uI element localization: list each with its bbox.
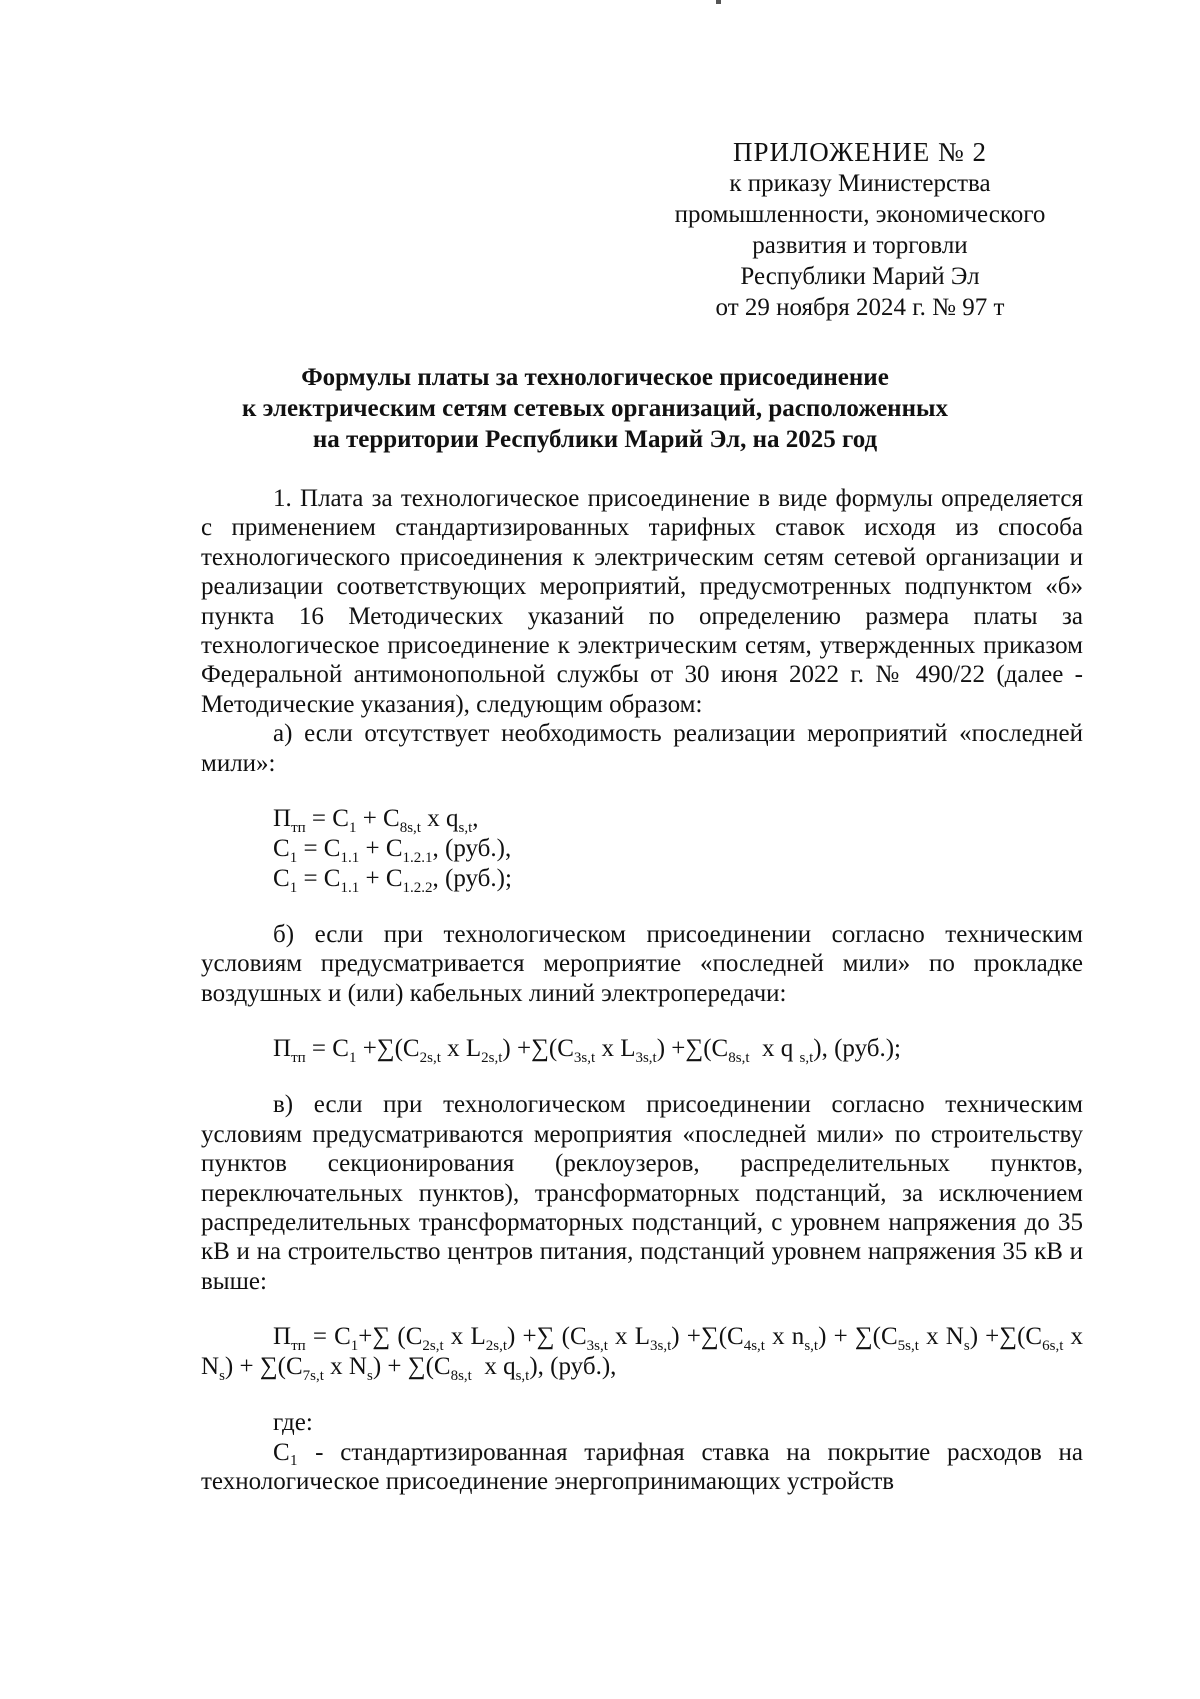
case-a-text: а) если отсутствует необходимость реализации мероприятий «последней мили»: [201, 720, 1083, 777]
appendix-line: к приказу Министерства [729, 170, 991, 197]
formula-a1: $П_{тп} = С_1 + С_{8s,t}$ x $q_{s,t}$, [273, 805, 479, 837]
formula-a3: $С_1 = С_{1.1} + С_{1.2.2}$, (руб.); [273, 865, 512, 897]
formula-a2: $С_1 = С_{1.1} + С_{1.2.1}$, (руб.), [273, 835, 512, 867]
page-edge-mark [716, 0, 721, 4]
appendix-heading: ПРИЛОЖЕНИЕ № 2 [732, 137, 988, 167]
formula-v: $П_{тп} = С_1+\sum$ ($С_{2s,t}$ x $L_{2s,t}$) +∑ ($С_{3s,t}$ x $L_{3s,t}) +\sum(С_{4s,t}$ x $n_{s,t}) + \sum(С_{5s,t}$ x $N_s) +\sum(С_{6s,t}$ x $N_s) + \sum(С_{7s,t}$ x $N_s) + \sum(С_{8s,t}$ x $q_{s,t}$), (руб.), [201, 1323, 1084, 1385]
document-title [180, 362, 1010, 455]
title-line: к электрическим сетям сетевых организаций, расположенных [241, 395, 949, 422]
appendix-header [650, 137, 1070, 323]
appendix-line: промышленности, экономического [674, 201, 1046, 228]
c1-definition: С₁ - стандартизированная тарифная ставка на покрытие расходов на технологическое присоединение энергопринимающих устройств [201, 1438, 1083, 1495]
formula-b: $П_{тп} = С_1 +\sum(С_{2s,t}$ x $L_{2s,t}) +\sum(С_{3s,t}$ x $L_{3s,t}) +\sum(С_{8s,t}$ x q $_{s,t}$), (руб.); [273, 1035, 901, 1067]
appendix-line: развития и торговли [752, 232, 968, 259]
case-v-text: в) если при технологическом присоединении согласно техническим условиям предусматриваются мероприятия «последней мили» по строительству пунктов секционирования (реклоузеров, распределительных пунктов, переключательных пунктов), трансформаторных подстанций, за исключением распределительных трансформаторных подстанций, с уровнем напряжения до 35 кВ и на строительство центров питания, подстанций уровнем напряжения 35 кВ и выше: [201, 1091, 1083, 1295]
case-b-text: б) если при технологическом присоединении согласно техническим условиям предусматривается мероприятие «последней мили» по прокладке воздушных и (или) кабельных линий электропередачи: [201, 921, 1083, 1007]
appendix-line: от 29 ноября 2024 г. № 97 т [715, 294, 1005, 321]
appendix-line: Республики Марий Эл [740, 263, 980, 290]
title-line: Формулы платы за технологическое присоединение [301, 364, 889, 391]
title-line: на территории Республики Марий Эл, на 2025 год [312, 426, 878, 453]
where-label: где: [273, 1409, 313, 1437]
section-1-intro: 1. Плата за технологическое присоединение в виде формулы определяется с применением стандартизированных тарифных ставок исходя из способа технологического присоединения к электрическим сетям сетевой организации и реализации соответствующих мероприятий, предусмотренных подпунктом «б» пункта 16 Методических указаний по определению размера платы за технологическое присоединение к электрическим сетям, утвержденных приказом Федеральной антимонопольной службы от 30 июня 2022 г. № 490/22 (далее - Методические указания), следующим образом: [201, 485, 1083, 718]
document-body [201, 484, 1083, 1496]
